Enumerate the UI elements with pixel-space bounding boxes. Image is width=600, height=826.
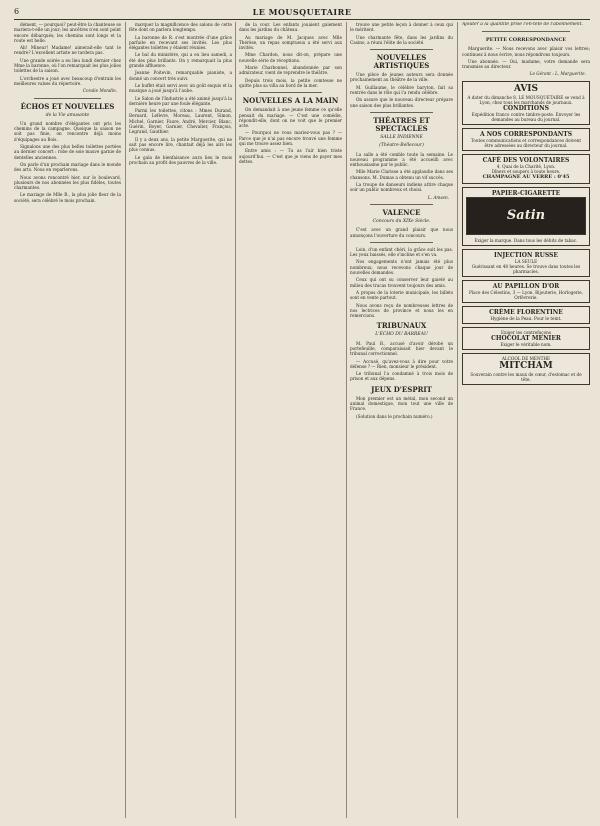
article-paragraph: L'orchestre a joué avec beaucoup d'entrain les meilleures valses du répertoire. <box>14 75 121 86</box>
article-paragraph: Il y a deux ans, la petite Marguerite, qui ne sait pas encore lire, chantait déjà les airs les plus connus. <box>129 136 232 153</box>
article-paragraph: La troupe de danseurs indiens attire chaque soir un public nombreux et choisi. <box>350 182 453 193</box>
column-divider <box>125 22 126 818</box>
article-paragraph: trouve une petite leçon à donner à ceux qui le méritent. <box>350 22 453 33</box>
ad-pretitle: ALCOOL DE MENTHE <box>501 355 551 361</box>
section-separator <box>259 92 322 93</box>
article-paragraph: Une grande soirée a eu lieu lundi dernier chez Mme la baronne, où l'on remarquait les plus jolies toilettes de la saison. <box>14 57 121 74</box>
ad-cafe <box>462 154 590 184</box>
ad-title: PAPIER-CIGARETTE <box>491 189 561 197</box>
ad-avis <box>462 81 590 125</box>
column-1 <box>14 22 121 818</box>
article-paragraph: On demandait à une jeune femme ce qu'elle pensait du mariage. — C'est une comédie, répondit-elle, dont on ne voit que le premier acte. <box>239 107 342 129</box>
column-3 <box>239 22 342 818</box>
section-separator <box>370 242 433 243</box>
article-paragraph: Ceux qui ont su conserver leur gaieté au milieu des tracas trouvent toujours des amis. <box>350 277 453 288</box>
article-paragraph: — Accusé, qu'avez-vous à dire pour votre défense ? — Rien, monsieur le président. <box>350 358 453 369</box>
article-paragraph: Mon premier est un métal, mon second un animal domestique, mon tout une ville de France. <box>350 395 453 412</box>
page-header <box>14 6 590 18</box>
article-paragraph: Nous avons rencontré hier, sur le boulevard, plusieurs de nos abonnées les plus fidèles, toutes charmantes. <box>14 174 121 191</box>
article-paragraph: (Solution dans le prochain numéro.) <box>356 413 433 419</box>
article-paragraph: Nous avons reçu de nombreuses lettres de nos lectrices de province et nous les en remercions. <box>350 302 453 319</box>
ad-mitcham <box>462 353 590 385</box>
ad-injection <box>462 249 590 277</box>
article-paragraph: dément, — pourquoi? peut-être la chanteuse se mariera-t-elle un jour; les ancêtres n'en sont point encore débarqués; les chemins sont longs et la route est belle. <box>14 22 121 43</box>
article-paragraph: Le tribunal l'a condamné à trois mois de prison et aux dépens. <box>350 371 453 382</box>
column-4 <box>350 22 453 818</box>
author-signature: L. Amsen. <box>427 194 449 200</box>
ad-title: CAFÉ DES VOLONTAIRES <box>482 156 570 164</box>
article-paragraph: Un grand nombre d'élégantes ont pris les chemins de la campagne. Quoique la saison ne soit pas finie, on rencontre déjà moins d'équipages au Bois. <box>14 120 121 142</box>
column-divider <box>346 22 347 818</box>
section-title: NOUVELLES A LA MAIN <box>242 96 339 106</box>
section-separator <box>370 112 433 113</box>
article-paragraph: Parmi les toilettes, citons : Mmes Durand, Bernard, Lefèvre, Moreau, Laurent, Simon, Michel, Garnier, Faure, André, Mercier, Blanc, Guérin, Boyer, Garnier, Chevalier, François, Legrand, Gauthier. <box>129 108 232 135</box>
brand-name: Satin <box>506 208 546 224</box>
article-paragraph: Le gala de bienfaisance aura lieu le mois prochain au profit des pauvres de la ville. <box>129 154 232 165</box>
article-paragraph: Entre amis : — Tu as l'air bien triste aujourd'hui. — C'est que je viens de payer mes dettes. <box>239 148 342 164</box>
article-paragraph: C'est avec un grand plaisir que nous annonçons l'ouverture du concours. <box>350 227 453 238</box>
ad-text: Exiger la marque. Dans tous les débits de tabac. <box>474 237 578 243</box>
section-subtitle: Concours du XIXe Siècle. <box>372 218 431 224</box>
article-paragraph: On assure que le nouveau directeur prépare une saison des plus brillantes. <box>350 97 453 108</box>
article-paragraph: Ah! Mineur! Madame! aimerait-elle tant le rendre? L'excellent artiste ne tardera pas. <box>14 45 121 56</box>
article-paragraph: Le buffet était servi avec un goût exquis et la musique a joué jusqu'à l'aube. <box>129 82 232 94</box>
ad-papillon <box>462 280 590 303</box>
ad-pretitle: Exiger les contrefaçons <box>500 329 552 335</box>
ad-text: Dîners et soupers à toute heure. <box>491 168 561 174</box>
article-paragraph: Au mariage de M. Jacques avec Mlle Thérèse, un repas somptueux a été servi aux invités. <box>239 34 342 51</box>
article-paragraph: Une abonnée. — Oui, madame, votre demande sera transmise au directeur. <box>462 58 590 70</box>
article-paragraph: A propos de la loterie municipale, les billets sont en vente partout. <box>350 289 453 301</box>
ad-title: CONDITIONS <box>503 104 549 112</box>
article-paragraph: Jeanne Poitevin, remarquable pianiste, a donné un concert très suivi. <box>129 70 232 81</box>
top-note: Ajouter à la quantité prise l'en-tête de l'abonnement. <box>462 22 583 27</box>
article-paragraph: Une pièce de jeunes auteurs sera donnée prochainement au théâtre de la ville. <box>350 72 453 83</box>
ad-price: CHAMPAGNE AU VERRE : 0'45 <box>482 173 570 180</box>
article-paragraph: La baronne de R. s'est montrée d'une grâce parfaite en recevant ses invités. Les plus élégantes toilettes y étaient réunies. <box>129 34 232 51</box>
article-paragraph: Signalons une des plus belles toilettes portées au dernier concert : robe de soie mauve garnie de dentelles anciennes. <box>14 144 121 160</box>
section-separator <box>370 49 433 50</box>
ad-subtitle: LA SEULE <box>514 258 538 264</box>
ad-title: CHOCOLAT MENIER <box>491 334 561 342</box>
section-title: ÉCHOS ET NOUVELLES <box>20 101 115 111</box>
ad-text: Hygiène de la Peau. Pour le teint. <box>490 315 562 321</box>
header-rule <box>14 19 590 20</box>
section-title: TRIBUNAUX <box>376 321 427 331</box>
article-paragraph: Depuis trois mois, la petite comtesse ne quitte plus sa villa au bord de la mer. <box>239 77 342 88</box>
article-paragraph: Le Salon de l'Industrie a été animé jusqu'à la dernière heure par une foule élégante. <box>129 95 232 106</box>
section-title: THÉATRES ET SPECTACLES <box>373 115 430 133</box>
section-subtitle: SALLE INDIENNE <box>380 134 423 140</box>
section-title: PETITE CORRESPONDANCE <box>485 37 567 44</box>
article-paragraph: Loin, d'un enfant chéri, la grâce suit les pas. Les yeux baissés, elle s'incline et s'en va. <box>350 246 453 258</box>
column-ads <box>462 22 590 818</box>
ad-text: Guérissant en 48 heures. Se trouve dans toutes les pharmacies. <box>471 263 581 274</box>
ad-papier <box>462 187 590 246</box>
article-paragraph: M. Paul B., accusé d'avoir dérobé un portefeuille, comparaissait hier devant le tribunal correctionnel. <box>350 340 453 357</box>
ad-title: CRÈME FLORENTINE <box>489 308 563 316</box>
article-paragraph: — Pourquoi ne vous mariez-vous pas ? — Parce que je n'ai pas encore trouvé une femme qui me trouve assez bien. <box>239 130 342 147</box>
satin-logo <box>466 197 586 235</box>
manager-signature: Le Gérant : L. Marguerite. <box>529 71 586 77</box>
article-paragraph: M. Guillaume, le célèbre baryton, fait sa rentrée dans le rôle qui l'a rendu célèbre. <box>350 84 453 96</box>
article-paragraph: Mlle Marie Clarisse a été applaudie dans ses chansons. M. Dumas a obtenu un vif succès. <box>350 169 453 180</box>
section-subtitle: L'ÉCHO DU BARREAU <box>375 332 428 338</box>
article-paragraph: Une charmante fête, dans les jardins du Casino, a réuni l'élite de la société. <box>350 34 453 45</box>
ad-creme <box>462 306 590 324</box>
ad-title: A NOS CORRESPONDANTS <box>479 130 573 138</box>
article-paragraph: Le bal du ministère, qui a eu lieu samedi, a été des plus brillants. On y remarquait la plus grande affluence. <box>129 52 232 69</box>
column-divider <box>235 22 236 818</box>
ad-text: A dater du dimanche 8, LE MOUSQUETAIRE se vend à Lyon, chez tous les marchands de journaux. <box>467 94 585 105</box>
article-paragraph: On parle d'un prochain mariage dans le monde des arts. Nous en reparlerons. <box>14 161 121 173</box>
column-2 <box>129 22 232 818</box>
article-paragraph: marquer la magnificence des salons de cette fête dont on parlera longtemps. <box>129 22 232 33</box>
ad-title: MITCHAM <box>499 360 553 371</box>
ad-text: Toutes communications et correspondances doivent être adressées au directeur du journal. <box>470 137 582 148</box>
ad-text: Place des Célestins, 3 — Lyon. Bijouterie, Horlogerie, Orfèvrerie. <box>468 289 583 300</box>
section-subtitle: (Théatre-Bellecour) <box>379 143 424 149</box>
article-paragraph: Mme Chardon, nous dit-on, prépare une nouvelle série de réceptions. <box>239 52 342 63</box>
article-paragraph: La salle a été comble toute la semaine. Le nouveau programme a été accueilli avec enthousiasme par le public. <box>350 151 453 168</box>
ad-text: Expédition franco contre timbre-poste. Envoyer les demandes au bureau du journal. <box>471 111 581 122</box>
ad-chocolat <box>462 327 590 350</box>
ad-title: AU PAPILLON D'OR <box>492 282 560 290</box>
author-signature: Coralie Mondin. <box>82 88 117 94</box>
section-title: JEUX D'ESPRIT <box>371 384 432 394</box>
section-separator <box>34 98 101 99</box>
section-separator <box>370 204 433 205</box>
ad-text: Exiger le véritable nom. <box>500 341 552 347</box>
article-paragraph: Marie Charbonnel, abandonnée par son admirateur, vient de reprendre le théâtre. <box>239 65 342 76</box>
ad-title: AVIS <box>513 83 539 94</box>
section-separator <box>482 31 570 32</box>
section-title: NOUVELLES ARTISTIQUES <box>373 53 430 71</box>
article-paragraph: Nos engagements n'ont jamais été plus nombreux; nous recevons chaque jour de nouvelles demandes. <box>350 259 453 276</box>
article-paragraph: Marguerite. — Nous recevons avec plaisir vos lettres; continuez à nous écrire, nous répondrons toujours. <box>462 46 590 57</box>
ad-text: 4, Quai de la Charité, Lyon. <box>496 163 556 169</box>
article-paragraph: Le mariage de Mlle B., la plus jolie fleur de la société, sera célébré le mois prochain. <box>14 192 121 203</box>
section-subtitle: de la Vie amusante <box>45 112 90 118</box>
ad-title: INJECTION RUSSE <box>494 251 558 259</box>
page-number: 6 <box>14 7 20 16</box>
ad-text: Souverain contre les maux de cœur, d'estomac et de tête. <box>470 371 582 382</box>
article-paragraph: de la cour. Les enfants jouaient gaiement dans les jardins du château. <box>239 22 342 33</box>
ad-correspondents <box>462 128 590 151</box>
section-title: VALENCE <box>382 207 421 217</box>
newspaper-title: LE MOUSQUETAIRE <box>252 7 352 17</box>
column-divider <box>457 22 458 818</box>
